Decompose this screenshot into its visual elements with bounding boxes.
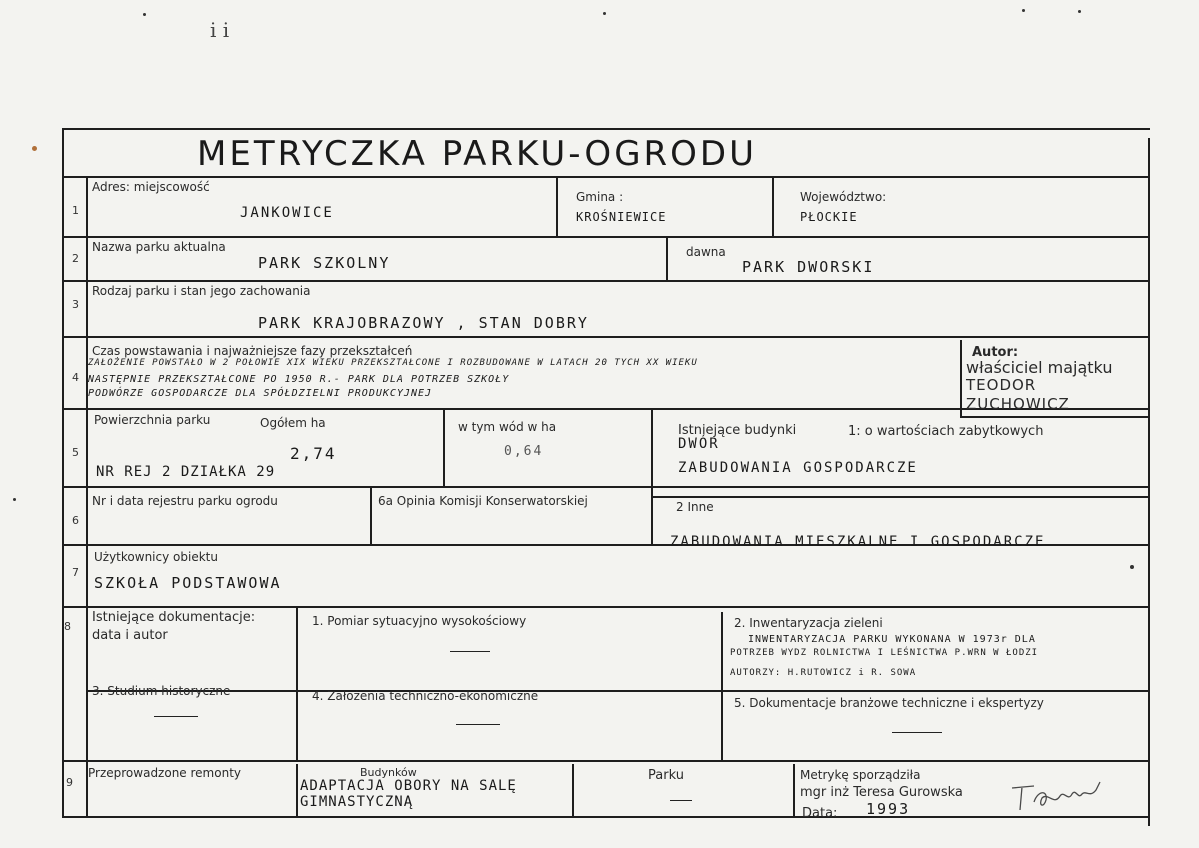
park-name-value: PARK SZKOLNY: [258, 254, 391, 272]
speck: [13, 498, 16, 501]
speck: [1130, 565, 1134, 569]
address-value: JANKOWICE: [240, 205, 334, 221]
buildings-label: Istniejące budynki: [678, 423, 797, 438]
building-item: DWÓR: [678, 436, 720, 452]
area-label: Powierzchnia parku: [94, 413, 211, 427]
history-study-label: 3. Studium historyczne: [92, 684, 231, 698]
repairs-buildings-line: ADAPTACJA OBORY NA SALĘ: [300, 778, 517, 794]
other-buildings-label: 2 Inne: [676, 500, 714, 514]
row-number: 8: [64, 620, 71, 633]
inventory-line: POTRZEB WYDZ ROLNICTWA I LEŚNICTWA P.WRN W ŁODZI: [730, 648, 1039, 658]
survey-label: 1. Pomiar sytuacyjno wysokościowy: [312, 614, 527, 628]
history-note-line: PODWÓRZE GOSPODARCZE DLA SPÓŁDZIELNI PRODUKCYJNEJ: [88, 388, 433, 399]
signature-mark: [1008, 776, 1108, 816]
top-mark: i i: [210, 18, 230, 42]
users-label: Użytkownicy obiektu: [94, 550, 218, 564]
prepared-by-value: mgr inż Teresa Gurowska: [800, 785, 963, 800]
history-note-line: NASTĘPNIE PRZEKSZTAŁCONE PO 1950 R.- PARK DLA POTRZEB SZKOŁY: [88, 374, 510, 385]
branch-docs-label: 5. Dokumentacje branżowe techniczne i ekspertyzy: [734, 696, 1044, 710]
repairs-buildings-label: Budynków: [360, 766, 417, 779]
history-study-empty-dash: [154, 716, 198, 717]
tech-econ-empty-dash: [456, 724, 500, 725]
repairs-label: Przeprowadzone remonty: [88, 766, 241, 780]
inventory-line: INWENTARYZACJA PARKU WYKONANA W 1973r DLA: [748, 634, 1036, 645]
prepared-by-label: Metrykę sporządziła: [800, 768, 921, 782]
repairs-park-empty-dash: [670, 800, 692, 801]
row-number: 1: [72, 204, 79, 217]
water-value: 0,64: [504, 444, 544, 459]
speck: [143, 13, 146, 16]
author-line: TEODOR: [966, 376, 1037, 394]
inventory-line: AUTORZY: H.RUTOWICZ i R. SOWA: [730, 668, 917, 678]
author-line: ZUCHOWICZ: [966, 395, 1070, 413]
speck: [1078, 10, 1081, 13]
page-title: METRYCZKA PARKU-OGRODU: [197, 134, 757, 174]
inventory-label: 2. Inwentaryzacja zieleni: [734, 616, 883, 630]
voivodeship-label: Województwo:: [800, 190, 887, 204]
row-number: 9: [66, 776, 73, 789]
former-name-label: dawna: [686, 245, 726, 259]
history-label: Czas powstawania i najważniejsze fazy przekształceń: [92, 344, 413, 358]
registry-label: Nr i data rejestru parku ogrodu: [92, 494, 278, 508]
building-item: ZABUDOWANIA GOSPODARCZE: [678, 460, 918, 476]
opinion-label: 6a Opinia Komisji Konserwatorskiej: [378, 494, 588, 508]
former-name-value: PARK DWORSKI: [742, 258, 875, 276]
gmina-label: Gmina :: [576, 190, 624, 204]
park-name-label: Nazwa parku aktualna: [92, 240, 226, 254]
date-label: Data:: [802, 806, 838, 821]
repairs-buildings-line: GIMNASTYCZNĄ: [300, 794, 414, 810]
row-number: 3: [72, 298, 79, 311]
gmina-value: KROŚNIEWICE: [576, 210, 667, 224]
area-value: 2,74: [290, 444, 337, 463]
row-number: 5: [72, 446, 79, 459]
branch-docs-empty-dash: [892, 732, 942, 733]
tech-econ-label: 4. Założenia techniczno-ekonomiczne: [312, 689, 539, 703]
users-value: SZKOŁA PODSTAWOWA: [94, 574, 282, 592]
speck: [32, 146, 37, 151]
water-label: w tym wód w ha: [458, 420, 557, 434]
speck: [1022, 9, 1025, 12]
park-type-label: Rodzaj parku i stan jego zachowania: [92, 284, 311, 298]
docs-label: Istniejące dokumentacje:: [92, 610, 256, 625]
voivodeship-value: PŁOCKIE: [800, 210, 858, 224]
registry-value: NR REJ 2 DZIAŁKA 29: [96, 464, 276, 480]
date-value: 1993: [866, 800, 911, 818]
monuments-label: 1: o wartościach zabytkowych: [848, 424, 1044, 439]
row-number: 2: [72, 252, 79, 265]
survey-empty-dash: [450, 651, 490, 652]
history-note-line: ZAŁOŻENIE POWSTAŁO W 2 POŁOWIE XIX WIEKU PRZEKSZTAŁCONE I ROZBUDOWANE W LATACH 20 TYCH XX WIEKU: [88, 358, 698, 368]
author-line: właściciel majątku: [966, 358, 1113, 377]
park-type-value: PARK KRAJOBRAZOWY , STAN DOBRY: [258, 314, 589, 332]
author-label: Autor:: [972, 345, 1019, 360]
row-number: 7: [72, 566, 79, 579]
repairs-park-label: Parku: [648, 768, 684, 783]
other-buildings-value: ZABUDOWANIA MIESZKALNE I GOSPODARCZE: [670, 534, 1046, 550]
address-label: Adres: miejscowość: [92, 180, 210, 194]
total-label: Ogółem ha: [260, 416, 326, 430]
row-number: 4: [72, 371, 79, 384]
docs-sub-label: data i autor: [92, 628, 168, 643]
speck: [603, 12, 606, 15]
row-number: 6: [72, 514, 79, 527]
